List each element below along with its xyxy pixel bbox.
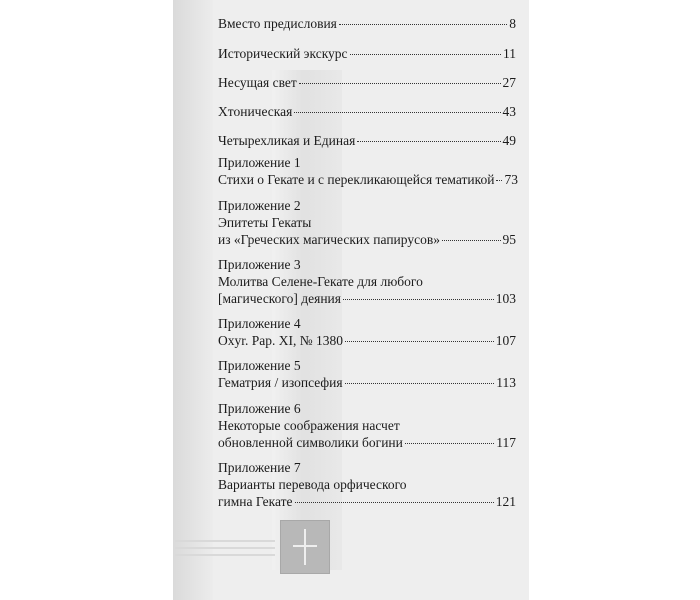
toc-entry: [218, 459, 516, 510]
cover-bleed-lines: [175, 535, 275, 561]
toc-entry: [218, 15, 516, 32]
toc-entry-page: 43: [502, 104, 516, 119]
toc-entry-title: из «Греческих магических папирусов»: [218, 232, 440, 247]
toc-entry: [218, 197, 516, 248]
toc-entry-title: Несущая свет: [218, 75, 297, 90]
toc-entry-title: обновленной символики богини: [218, 435, 403, 450]
toc-entry-title: Гематрия / изопсефия: [218, 375, 343, 390]
toc-entry: [218, 132, 516, 149]
toc-entry: [218, 74, 516, 91]
toc-entry-page: 11: [503, 46, 516, 61]
toc-appendix-label: Приложение 1: [218, 155, 301, 170]
toc-entry-page: 49: [502, 133, 516, 148]
toc-entry-title: Вместо предисловия: [218, 16, 337, 31]
toc-entry: [218, 103, 516, 120]
toc-appendix-label: Приложение 3: [218, 257, 301, 272]
toc-entry-title: [магического] деяния: [218, 291, 341, 306]
toc-appendix-label: Приложение 6: [218, 401, 301, 416]
toc-entry-title: Хтоническая: [218, 104, 293, 119]
toc-entry: [218, 154, 516, 188]
toc-appendix-label: Приложение 5: [218, 358, 301, 373]
toc-entry-page: 95: [502, 232, 516, 247]
toc-entry-page: 113: [496, 375, 516, 390]
toc-entry-title: Четырехликая и Единая: [218, 133, 356, 148]
toc-entry-title: Некоторые соображения насчет: [218, 418, 400, 433]
toc-entry-title: Эпитеты Гекаты: [218, 215, 312, 230]
toc-entry-page: 8: [509, 16, 516, 31]
toc-appendix-label: Приложение 4: [218, 316, 301, 331]
toc-entry: [218, 357, 516, 391]
toc-entry: [218, 45, 516, 62]
toc-entry-page: 103: [495, 291, 516, 306]
toc-entry-page: 27: [502, 75, 516, 90]
toc-entry-title: гимна Гекате: [218, 494, 293, 509]
toc-entry-title: Исторический экскурс: [218, 46, 348, 61]
toc-entry-title: Стихи о Гекате и с перекликающейся тематикой: [218, 172, 495, 187]
toc-entry-page: 121: [495, 494, 516, 509]
toc-appendix-label: Приложение 2: [218, 198, 301, 213]
toc-appendix-label: Приложение 7: [218, 460, 301, 475]
toc-entry-title: Oxyr. Pap. XI, № 1380: [218, 333, 344, 348]
toc-entry: [218, 315, 516, 349]
toc-entry: [218, 256, 516, 307]
toc-entry: [218, 400, 516, 451]
toc-entry-page: 107: [495, 333, 516, 348]
cover-emblem-icon: [280, 520, 330, 574]
toc-entry-title: Варианты перевода орфического: [218, 477, 407, 492]
toc-entry-page: 73: [504, 172, 518, 187]
toc-entry-page: 117: [496, 435, 516, 450]
toc-entry-title: Молитва Селене-Гекате для любого: [218, 274, 423, 289]
